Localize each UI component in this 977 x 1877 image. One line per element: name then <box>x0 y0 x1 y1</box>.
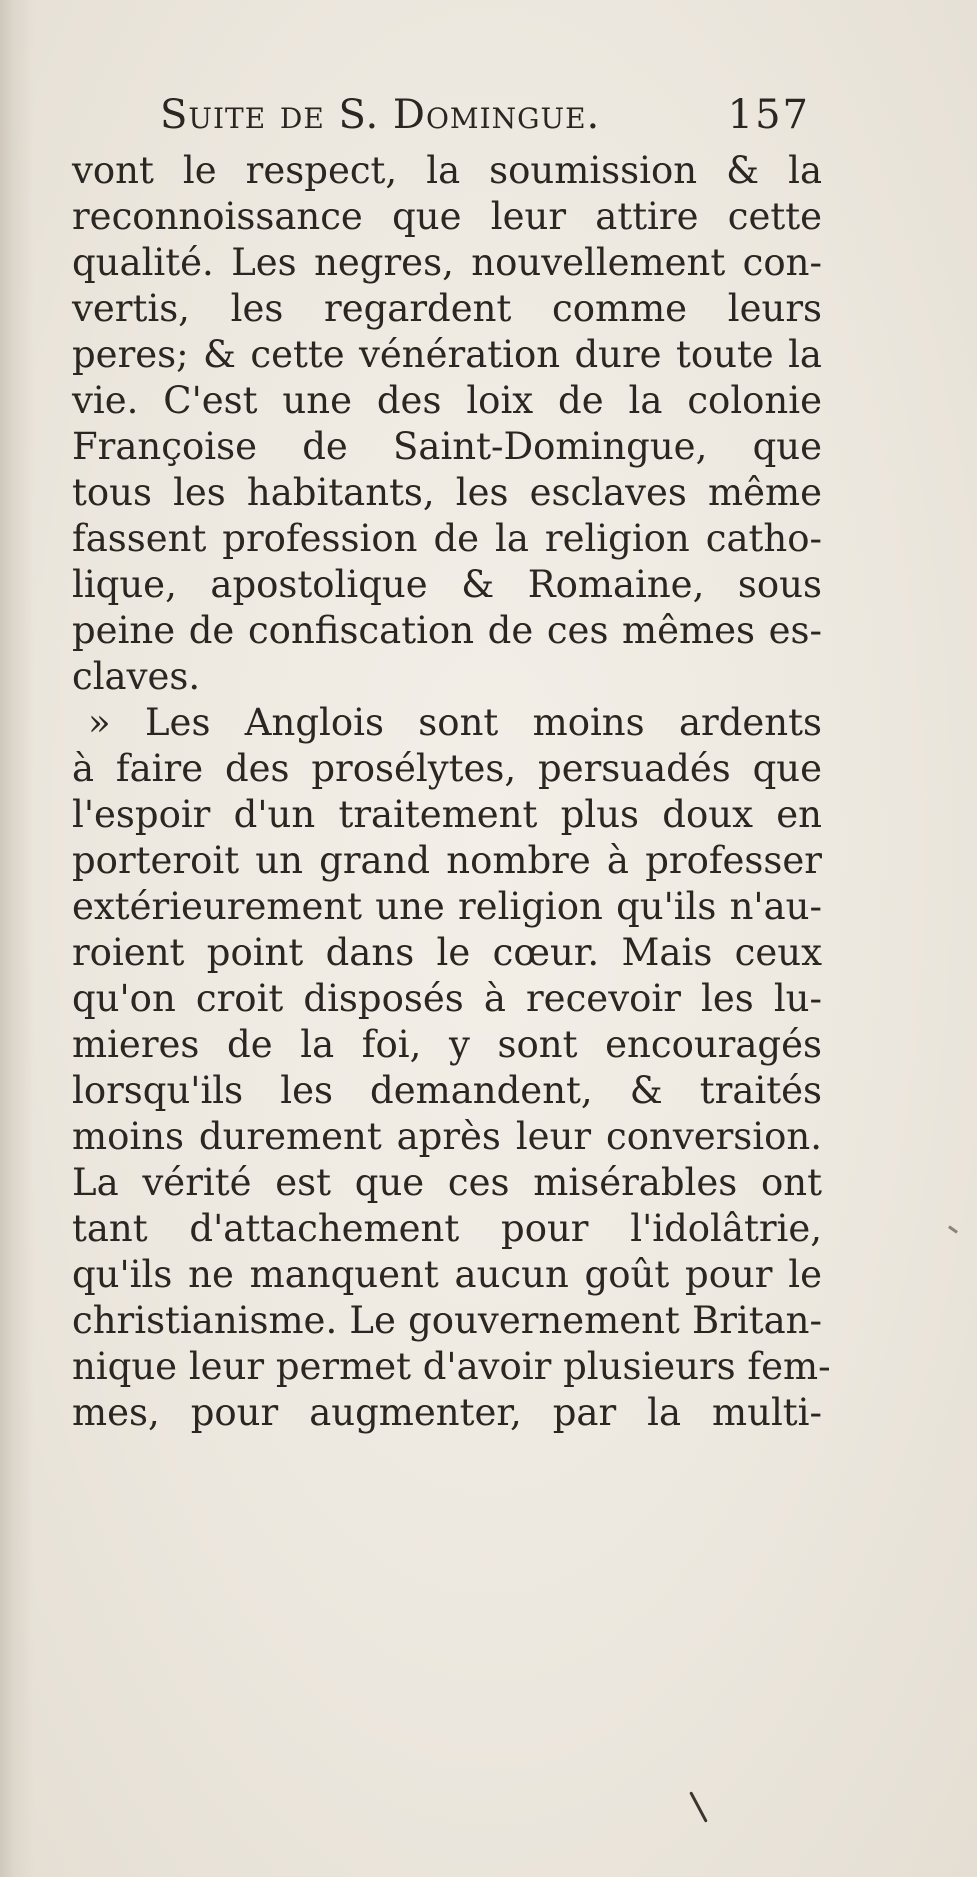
text-line: à faire des prosélytes, persuadés que <box>72 747 822 790</box>
text-line: mes, pour augmenter, par la multi- <box>72 1391 822 1434</box>
text-line: lorsqu'ils les demandent, & traités <box>72 1069 822 1112</box>
paragraph-end-line: claves. <box>72 655 201 698</box>
page-number: 157 <box>727 92 810 138</box>
paragraph-start-line: » Les Anglois sont moins ardents <box>88 701 822 744</box>
paper-speck <box>948 1225 958 1233</box>
text-line: qu'ils ne manquent aucun goût pour le <box>72 1253 822 1296</box>
text-line: qu'on croit disposés à recevoir les lu- <box>72 977 822 1020</box>
text-line: vie. C'est une des loix de la colonie <box>72 379 822 422</box>
text-line: nique leur permet d'avoir plusieurs fem- <box>72 1345 831 1388</box>
text-line: fassent profession de la religion catho- <box>72 517 822 560</box>
text-line: lique, apostolique & Romaine, sous <box>72 563 822 606</box>
running-head <box>160 92 810 144</box>
text-line: mieres de la foi, y sont encouragés <box>72 1023 822 1066</box>
text-line: extérieurement une religion qu'ils n'au- <box>72 885 822 928</box>
binding-shadow <box>0 0 34 1877</box>
ink-mark <box>689 1791 708 1822</box>
text-line: Françoise de Saint-Domingue, que <box>72 425 822 468</box>
text-line: tant d'attachement pour l'idolâtrie, <box>72 1207 822 1250</box>
text-line: La vérité est que ces misérables ont <box>72 1161 822 1204</box>
text-line: l'espoir d'un traitement plus doux en <box>72 793 822 836</box>
text-line: vont le respect, la soumission & la <box>72 149 822 192</box>
text-line: tous les habitants, les esclaves même <box>72 471 822 514</box>
text-line: peine de confiscation de ces mêmes es- <box>72 609 822 652</box>
text-line: christianisme. Le gouvernement Britan- <box>72 1299 822 1342</box>
text-line: reconnoissance que leur attire cette <box>72 195 822 238</box>
text-line: qualité. Les negres, nouvellement con- <box>72 241 822 284</box>
text-line: porteroit un grand nombre à professer <box>72 839 822 882</box>
text-line: peres; & cette vénération dure toute la <box>72 333 822 376</box>
body-text <box>72 148 831 1436</box>
text-line: moins durement après leur conversion. <box>72 1115 822 1158</box>
text-line: vertis, les regardent comme leurs <box>72 287 822 330</box>
running-head-title: Suite de S. Domingue. <box>160 92 601 138</box>
text-line: roient point dans le cœur. Mais ceux <box>72 931 822 974</box>
